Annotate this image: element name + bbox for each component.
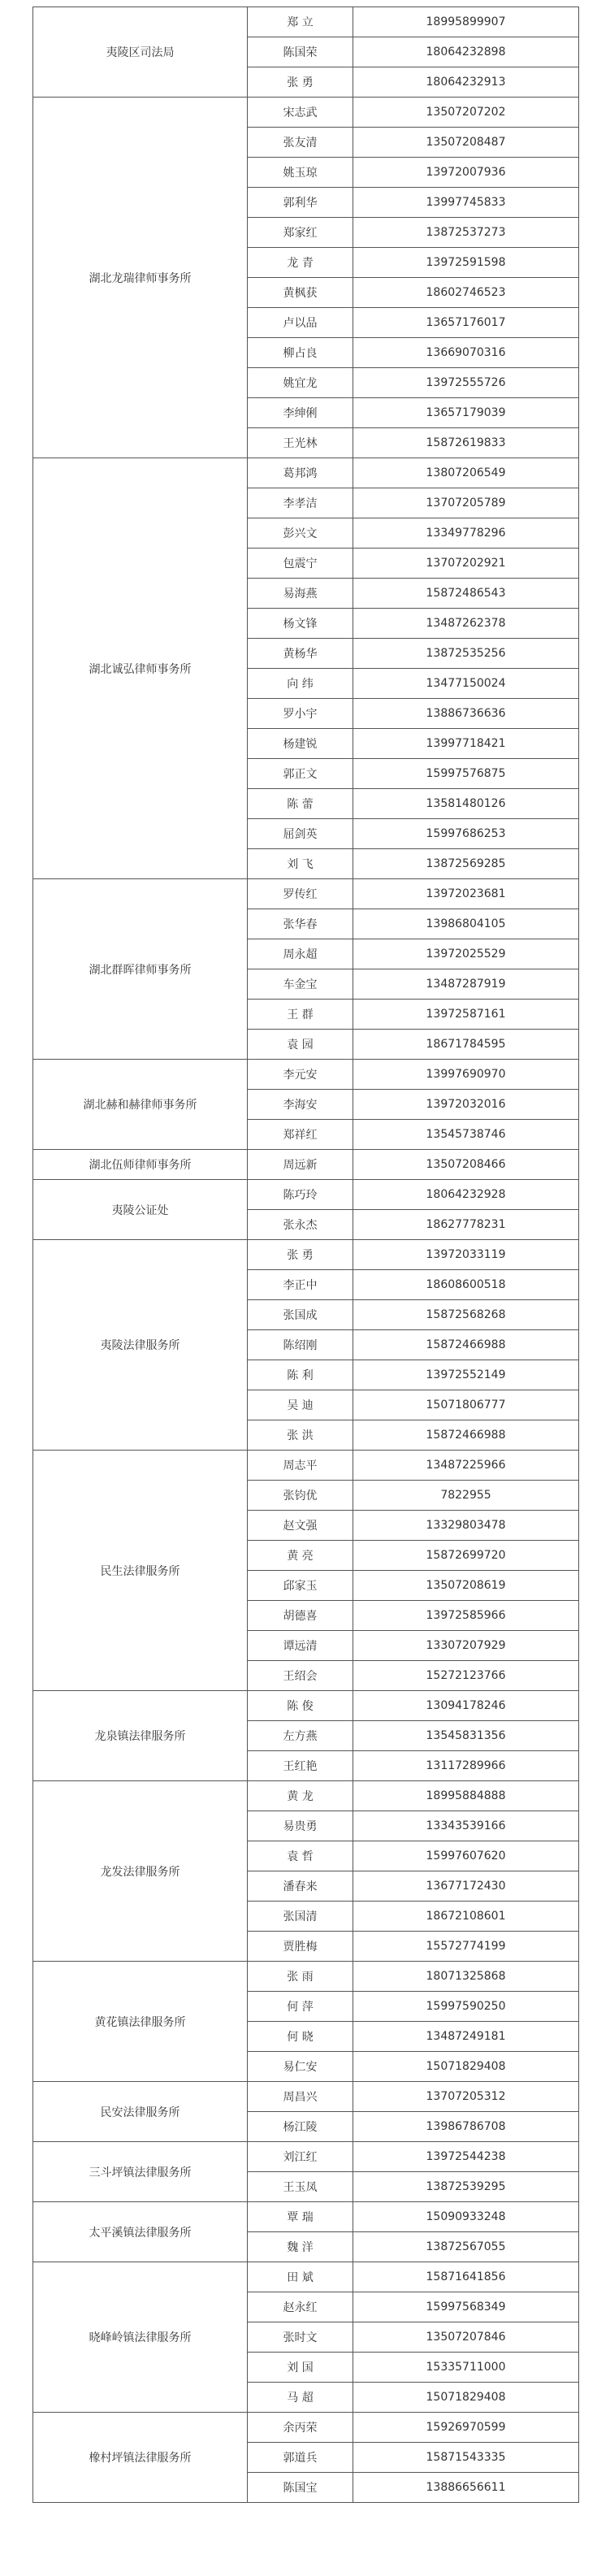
phone-number-cell: 13886656611 bbox=[353, 2473, 579, 2503]
person-name-cell: 赵永红 bbox=[248, 2292, 353, 2322]
person-name-cell: 柳占良 bbox=[248, 338, 353, 368]
person-name-cell: 陈 俊 bbox=[248, 1691, 353, 1721]
person-name-cell: 包震宁 bbox=[248, 549, 353, 579]
person-name-cell: 姚宜龙 bbox=[248, 368, 353, 398]
phone-number-cell: 13972552149 bbox=[353, 1360, 579, 1390]
phone-number-cell: 15926970599 bbox=[353, 2413, 579, 2443]
phone-number-cell: 13669070316 bbox=[353, 338, 579, 368]
phone-number-cell: 13972591598 bbox=[353, 248, 579, 278]
person-name-cell: 周远新 bbox=[248, 1150, 353, 1180]
person-name-cell: 覃 瑞 bbox=[248, 2202, 353, 2232]
phone-number-cell: 13329803478 bbox=[353, 1511, 579, 1541]
person-name-cell: 杨江陵 bbox=[248, 2112, 353, 2142]
person-name-cell: 邱家玉 bbox=[248, 1571, 353, 1601]
person-name-cell: 宋志武 bbox=[248, 98, 353, 128]
table-row bbox=[33, 7, 579, 37]
person-name-cell: 向 纬 bbox=[248, 669, 353, 699]
person-name-cell: 李绅俐 bbox=[248, 398, 353, 428]
person-name-cell: 陈 蕾 bbox=[248, 789, 353, 819]
phone-number-cell: 13872535256 bbox=[353, 639, 579, 669]
phone-number-cell: 15997576875 bbox=[353, 759, 579, 789]
phone-number-cell: 13094178246 bbox=[353, 1691, 579, 1721]
phone-number-cell: 15997568349 bbox=[353, 2292, 579, 2322]
person-name-cell: 杨建锐 bbox=[248, 729, 353, 759]
phone-number-cell: 13972033119 bbox=[353, 1240, 579, 1270]
table-row bbox=[33, 2202, 579, 2232]
person-name-cell: 刘 国 bbox=[248, 2353, 353, 2383]
table-row bbox=[33, 1180, 579, 1210]
phone-number-cell: 18995884888 bbox=[353, 1781, 579, 1811]
person-name-cell: 张国成 bbox=[248, 1300, 353, 1330]
person-name-cell: 彭兴文 bbox=[248, 518, 353, 549]
org-name-cell: 夷陵公证处 bbox=[33, 1180, 248, 1240]
person-name-cell: 郑 立 bbox=[248, 7, 353, 37]
phone-number-cell: 15335711000 bbox=[353, 2353, 579, 2383]
person-name-cell: 何 晓 bbox=[248, 2022, 353, 2052]
phone-number-cell: 18608600518 bbox=[353, 1270, 579, 1300]
table-row bbox=[33, 98, 579, 128]
phone-number-cell: 15871543335 bbox=[353, 2443, 579, 2473]
phone-number-cell: 18602746523 bbox=[353, 278, 579, 308]
person-name-cell: 郭道兵 bbox=[248, 2443, 353, 2473]
phone-number-cell: 13872537273 bbox=[353, 218, 579, 248]
org-name-cell: 夷陵法律服务所 bbox=[33, 1240, 248, 1451]
person-name-cell: 王 群 bbox=[248, 1000, 353, 1030]
person-name-cell: 龙 青 bbox=[248, 248, 353, 278]
person-name-cell: 左方燕 bbox=[248, 1721, 353, 1751]
person-name-cell: 王玉凤 bbox=[248, 2172, 353, 2202]
person-name-cell: 陈国荣 bbox=[248, 37, 353, 67]
person-name-cell: 谭远清 bbox=[248, 1631, 353, 1661]
person-name-cell: 黄 亮 bbox=[248, 1541, 353, 1571]
person-name-cell: 陈绍刚 bbox=[248, 1330, 353, 1360]
phone-number-cell: 13487249181 bbox=[353, 2022, 579, 2052]
person-name-cell: 张 雨 bbox=[248, 1962, 353, 1992]
phone-number-cell: 13972585966 bbox=[353, 1601, 579, 1631]
person-name-cell: 陈 利 bbox=[248, 1360, 353, 1390]
phone-number-cell: 13349778296 bbox=[353, 518, 579, 549]
phone-number-cell: 13657179039 bbox=[353, 398, 579, 428]
person-name-cell: 张永杰 bbox=[248, 1210, 353, 1240]
phone-number-cell: 18671784595 bbox=[353, 1030, 579, 1060]
person-name-cell: 贾胜梅 bbox=[248, 1932, 353, 1962]
person-name-cell: 赵文强 bbox=[248, 1511, 353, 1541]
person-name-cell: 潘春来 bbox=[248, 1871, 353, 1902]
org-name-cell: 黄花镇法律服务所 bbox=[33, 1962, 248, 2082]
person-name-cell: 易仁安 bbox=[248, 2052, 353, 2082]
table-row bbox=[33, 2142, 579, 2172]
person-name-cell: 黄枫获 bbox=[248, 278, 353, 308]
phone-number-cell: 13972025529 bbox=[353, 939, 579, 969]
person-name-cell: 李海安 bbox=[248, 1090, 353, 1120]
person-name-cell: 罗小宇 bbox=[248, 699, 353, 729]
phone-number-cell: 13997690970 bbox=[353, 1060, 579, 1090]
phone-number-cell: 13657176017 bbox=[353, 308, 579, 338]
person-name-cell: 车金宝 bbox=[248, 969, 353, 1000]
org-name-cell: 湖北龙瑞律师事务所 bbox=[33, 98, 248, 458]
phone-number-cell: 15872486543 bbox=[353, 579, 579, 609]
phone-number-cell: 13307207929 bbox=[353, 1631, 579, 1661]
phone-number-cell: 13707202921 bbox=[353, 549, 579, 579]
phone-number-cell: 13972587161 bbox=[353, 1000, 579, 1030]
phone-number-cell: 18995899907 bbox=[353, 7, 579, 37]
person-name-cell: 周昌兴 bbox=[248, 2082, 353, 2112]
phone-number-cell: 13997745833 bbox=[353, 188, 579, 218]
phone-number-cell: 13872569285 bbox=[353, 849, 579, 879]
person-name-cell: 黄 龙 bbox=[248, 1781, 353, 1811]
contact-directory bbox=[32, 7, 578, 2503]
person-name-cell: 郭利华 bbox=[248, 188, 353, 218]
phone-number-cell: 13972032016 bbox=[353, 1090, 579, 1120]
org-name-cell: 三斗坪镇法律服务所 bbox=[33, 2142, 248, 2202]
phone-number-cell: 13507208619 bbox=[353, 1571, 579, 1601]
phone-number-cell: 13487287919 bbox=[353, 969, 579, 1000]
person-name-cell: 刘江红 bbox=[248, 2142, 353, 2172]
person-name-cell: 黄杨华 bbox=[248, 639, 353, 669]
person-name-cell: 张 勇 bbox=[248, 67, 353, 98]
person-name-cell: 王红艳 bbox=[248, 1751, 353, 1781]
phone-number-cell: 13707205312 bbox=[353, 2082, 579, 2112]
person-name-cell: 郑祥红 bbox=[248, 1120, 353, 1150]
phone-number-cell: 15872466988 bbox=[353, 1420, 579, 1451]
person-name-cell: 郑家红 bbox=[248, 218, 353, 248]
phone-number-cell: 13507208487 bbox=[353, 128, 579, 158]
phone-number-cell: 13986786708 bbox=[353, 2112, 579, 2142]
person-name-cell: 张钧优 bbox=[248, 1481, 353, 1511]
table-row bbox=[33, 1691, 579, 1721]
phone-number-cell: 15872699720 bbox=[353, 1541, 579, 1571]
person-name-cell: 袁 园 bbox=[248, 1030, 353, 1060]
person-name-cell: 张 勇 bbox=[248, 1240, 353, 1270]
org-name-cell: 龙泉镇法律服务所 bbox=[33, 1691, 248, 1781]
org-name-cell: 湖北伍师律师事务所 bbox=[33, 1150, 248, 1180]
phone-number-cell: 13545738746 bbox=[353, 1120, 579, 1150]
phone-number-cell: 15997686253 bbox=[353, 819, 579, 849]
person-name-cell: 张国清 bbox=[248, 1902, 353, 1932]
phone-number-cell: 13507207202 bbox=[353, 98, 579, 128]
person-name-cell: 刘 飞 bbox=[248, 849, 353, 879]
table-row bbox=[33, 1962, 579, 1992]
phone-number-cell: 15071829408 bbox=[353, 2383, 579, 2413]
person-name-cell: 卢以品 bbox=[248, 308, 353, 338]
phone-number-cell: 18672108601 bbox=[353, 1902, 579, 1932]
person-name-cell: 吴 迪 bbox=[248, 1390, 353, 1420]
phone-number-cell: 13872539295 bbox=[353, 2172, 579, 2202]
table-row bbox=[33, 1150, 579, 1180]
person-name-cell: 王光林 bbox=[248, 428, 353, 458]
person-name-cell: 张时文 bbox=[248, 2322, 353, 2353]
person-name-cell: 袁 哲 bbox=[248, 1841, 353, 1871]
phone-number-cell: 15272123766 bbox=[353, 1661, 579, 1691]
org-name-cell: 民生法律服务所 bbox=[33, 1451, 248, 1691]
person-name-cell: 陈巧玲 bbox=[248, 1180, 353, 1210]
phone-number-cell: 13581480126 bbox=[353, 789, 579, 819]
phone-number-cell: 13677172430 bbox=[353, 1871, 579, 1902]
person-name-cell: 陈国宝 bbox=[248, 2473, 353, 2503]
phone-number-cell: 15997607620 bbox=[353, 1841, 579, 1871]
org-name-cell: 夷陵区司法局 bbox=[33, 7, 248, 98]
person-name-cell: 李孝洁 bbox=[248, 488, 353, 518]
phone-number-cell: 13117289966 bbox=[353, 1751, 579, 1781]
person-name-cell: 易贵勇 bbox=[248, 1811, 353, 1841]
phone-number-cell: 13997718421 bbox=[353, 729, 579, 759]
table-row bbox=[33, 2262, 579, 2292]
phone-number-cell: 15872466988 bbox=[353, 1330, 579, 1360]
phone-number-cell: 13972023681 bbox=[353, 879, 579, 909]
phone-number-cell: 13972007936 bbox=[353, 158, 579, 188]
phone-number-cell: 18064232898 bbox=[353, 37, 579, 67]
phone-number-cell: 13807206549 bbox=[353, 458, 579, 488]
person-name-cell: 张友清 bbox=[248, 128, 353, 158]
org-name-cell: 湖北赫和赫律师事务所 bbox=[33, 1060, 248, 1150]
person-name-cell: 周永超 bbox=[248, 939, 353, 969]
table-row bbox=[33, 1451, 579, 1481]
table-row bbox=[33, 1781, 579, 1811]
person-name-cell: 李元安 bbox=[248, 1060, 353, 1090]
person-name-cell: 易海燕 bbox=[248, 579, 353, 609]
phone-number-cell: 15997590250 bbox=[353, 1992, 579, 2022]
person-name-cell: 周志平 bbox=[248, 1451, 353, 1481]
person-name-cell: 魏 洋 bbox=[248, 2232, 353, 2262]
phone-number-cell: 18071325868 bbox=[353, 1962, 579, 1992]
table-row bbox=[33, 1060, 579, 1090]
phone-number-cell: 15071829408 bbox=[353, 2052, 579, 2082]
org-name-cell: 橡村坪镇法律服务所 bbox=[33, 2413, 248, 2503]
phone-number-cell: 13343539166 bbox=[353, 1811, 579, 1841]
phone-number-cell: 18064232928 bbox=[353, 1180, 579, 1210]
table-row bbox=[33, 1240, 579, 1270]
person-name-cell: 胡德喜 bbox=[248, 1601, 353, 1631]
phone-number-cell: 13487225966 bbox=[353, 1451, 579, 1481]
person-name-cell: 郭正文 bbox=[248, 759, 353, 789]
phone-number-cell: 13972555726 bbox=[353, 368, 579, 398]
person-name-cell: 余丙荣 bbox=[248, 2413, 353, 2443]
contact-table-body bbox=[33, 7, 579, 2503]
phone-number-cell: 13986804105 bbox=[353, 909, 579, 939]
phone-number-cell: 13872567055 bbox=[353, 2232, 579, 2262]
org-name-cell: 湖北群晖律师事务所 bbox=[33, 879, 248, 1060]
phone-number-cell: 18627778231 bbox=[353, 1210, 579, 1240]
contact-table bbox=[32, 7, 579, 2503]
person-name-cell: 张 洪 bbox=[248, 1420, 353, 1451]
table-row bbox=[33, 2082, 579, 2112]
person-name-cell: 屈剑英 bbox=[248, 819, 353, 849]
phone-number-cell: 13545831356 bbox=[353, 1721, 579, 1751]
phone-number-cell: 13487262378 bbox=[353, 609, 579, 639]
person-name-cell: 姚玉琼 bbox=[248, 158, 353, 188]
table-row bbox=[33, 2413, 579, 2443]
phone-number-cell: 13507207846 bbox=[353, 2322, 579, 2353]
phone-number-cell: 13507208466 bbox=[353, 1150, 579, 1180]
person-name-cell: 杨文锋 bbox=[248, 609, 353, 639]
person-name-cell: 李正中 bbox=[248, 1270, 353, 1300]
phone-number-cell: 13972544238 bbox=[353, 2142, 579, 2172]
org-name-cell: 民安法律服务所 bbox=[33, 2082, 248, 2142]
org-name-cell: 晓峰岭镇法律服务所 bbox=[33, 2262, 248, 2413]
table-row bbox=[33, 458, 579, 488]
phone-number-cell: 7822955 bbox=[353, 1481, 579, 1511]
phone-number-cell: 13886736636 bbox=[353, 699, 579, 729]
phone-number-cell: 15572774199 bbox=[353, 1932, 579, 1962]
org-name-cell: 湖北诚弘律师事务所 bbox=[33, 458, 248, 879]
phone-number-cell: 15871641856 bbox=[353, 2262, 579, 2292]
org-name-cell: 龙发法律服务所 bbox=[33, 1781, 248, 1962]
phone-number-cell: 15872619833 bbox=[353, 428, 579, 458]
person-name-cell: 张华春 bbox=[248, 909, 353, 939]
person-name-cell: 马 超 bbox=[248, 2383, 353, 2413]
person-name-cell: 王绍会 bbox=[248, 1661, 353, 1691]
phone-number-cell: 15872568268 bbox=[353, 1300, 579, 1330]
org-name-cell: 太平溪镇法律服务所 bbox=[33, 2202, 248, 2262]
phone-number-cell: 13477150024 bbox=[353, 669, 579, 699]
phone-number-cell: 13707205789 bbox=[353, 488, 579, 518]
phone-number-cell: 18064232913 bbox=[353, 67, 579, 98]
phone-number-cell: 15071806777 bbox=[353, 1390, 579, 1420]
table-row bbox=[33, 879, 579, 909]
person-name-cell: 何 萍 bbox=[248, 1992, 353, 2022]
person-name-cell: 葛邦鸿 bbox=[248, 458, 353, 488]
person-name-cell: 田 斌 bbox=[248, 2262, 353, 2292]
person-name-cell: 罗传红 bbox=[248, 879, 353, 909]
phone-number-cell: 15090933248 bbox=[353, 2202, 579, 2232]
